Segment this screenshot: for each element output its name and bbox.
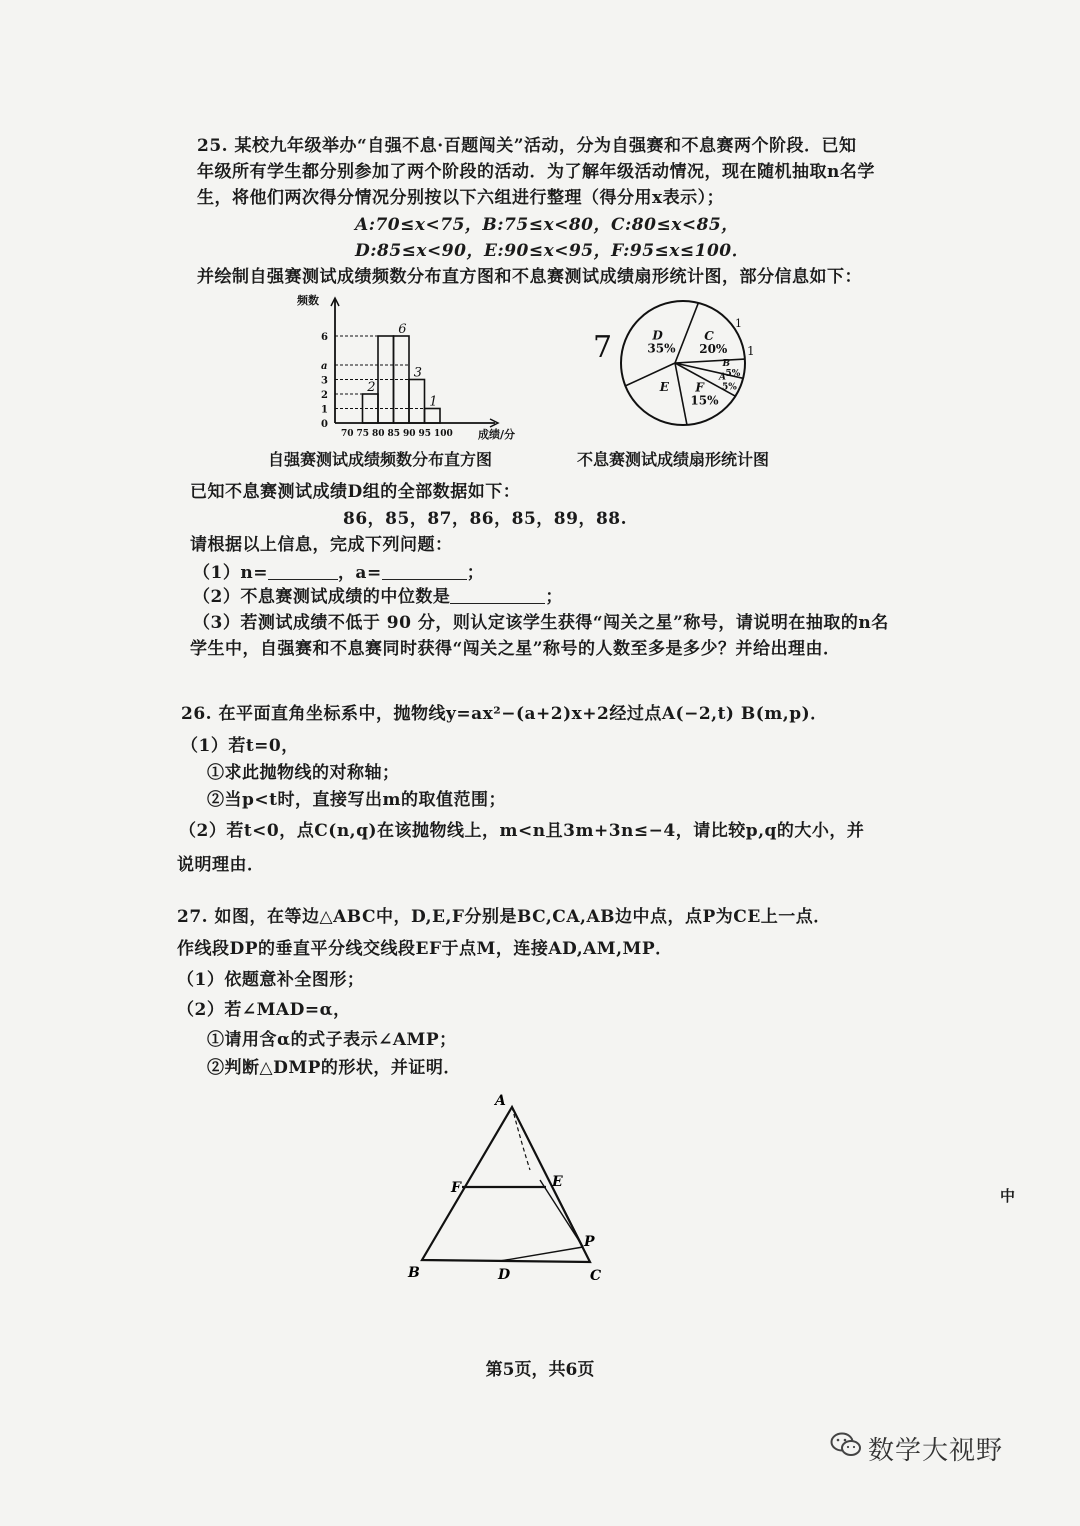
x-tick-75: 75: [356, 429, 370, 439]
q25-groups-2: D:85≤x<90，E:90≤x<95，F:95≤x≤100．: [355, 241, 750, 261]
q27-part2-i: ①请用含α的式子表示∠AMP；: [207, 1030, 457, 1050]
segment-dp: [500, 1247, 583, 1261]
q26-part1-ii: ②当p<t时，直接写出m的取值范围；: [207, 790, 506, 810]
x-tick-70: 70: [341, 429, 354, 439]
q25-intro: 并绘制自强赛测试成绩频数分布直方图和不息赛测试成绩扇形统计图，部分信息如下：: [197, 267, 862, 287]
y-tick-2: 2: [321, 390, 328, 401]
q25-d-data: 86，85，87，86，85，89，88.: [343, 509, 628, 529]
q25-line-3: 生，将他们两次得分情况分别按以下六组进行整理（得分用x表示）；: [197, 188, 725, 208]
pie-value-D: 35%: [647, 341, 676, 356]
label-p: P: [584, 1234, 595, 1250]
triangle-figure: [400, 1085, 620, 1285]
annotation-1a: 1: [735, 317, 742, 330]
histogram-chart: [295, 292, 535, 442]
pie-value-B: 5%: [725, 369, 741, 380]
q25-d-intro: 已知不息赛测试成绩D组的全部数据如下：: [190, 482, 521, 502]
annotation-7: 7: [593, 330, 613, 365]
watermark-text: 数学大视野: [868, 1436, 1004, 1466]
pie-label-D: D: [652, 328, 663, 343]
x-axis-label: 成绩/分: [478, 428, 516, 441]
pie-value-F: 15%: [690, 393, 719, 408]
wechat-icon: [830, 1431, 862, 1459]
q25-groups-1: A:70≤x<75，B:75≤x<80，C:80≤x<85，: [355, 215, 739, 235]
q25-line-1: 25. 某校九年级举办“自强不息·百题闯关”活动，分为自强赛和不息赛两个阶段．已知: [197, 136, 857, 156]
bar-E: [409, 380, 425, 424]
annotation-1b: 1: [747, 344, 755, 358]
label-a: A: [495, 1093, 506, 1109]
y-tick-a: a: [321, 361, 328, 372]
bar-label-E: 3: [413, 365, 423, 381]
label-e: E: [552, 1174, 563, 1190]
bar-F: [425, 409, 441, 424]
x-tick-80: 80: [372, 429, 385, 439]
answer-blank-a[interactable]: [382, 563, 467, 580]
segment-ep: [540, 1180, 583, 1247]
q25-p1-a-label: ，a=: [337, 563, 382, 583]
x-tick-95: 95: [418, 429, 432, 439]
answer-blank-n[interactable]: [268, 563, 338, 580]
answer-blank-median[interactable]: [450, 587, 545, 604]
page-footer: 第5页，共6页: [485, 1360, 595, 1380]
pie-divider-B: [675, 359, 745, 363]
q25-ask: 请根据以上信息，完成下列问题：: [190, 535, 453, 555]
q27-part1: （1）依题意补全图形；: [177, 970, 365, 990]
q25-part3-2: 学生中，自强赛和不息赛同时获得“闯关之星”称号的人数至多是多少？并给出理由．: [190, 639, 841, 659]
pie-chart: [585, 295, 775, 445]
y-tick-0: 0: [321, 419, 328, 430]
histogram-caption: 自强赛测试成绩频数分布直方图: [268, 450, 493, 469]
y-axis-label: 频数: [297, 294, 319, 307]
label-d: D: [498, 1267, 511, 1283]
triangle-abc: [422, 1107, 590, 1262]
bar-label-B: 2: [367, 380, 376, 395]
x-tick-100: 100: [434, 429, 453, 439]
y-tick-3: 3: [321, 375, 328, 387]
bar-label-D: 6: [398, 322, 407, 337]
x-tick-90: 90: [403, 429, 416, 439]
q25-p1-label: （1）n=: [193, 563, 268, 583]
bar-label-F: 1: [429, 394, 438, 410]
x-tick-85: 85: [387, 429, 401, 439]
q27-part2-ii: ②判断△DMP的形状，并证明．: [207, 1058, 461, 1078]
q27-part2: （2）若∠MAD=α，: [177, 1000, 351, 1020]
q25-p1-end: ；: [466, 563, 485, 583]
y-tick-1: 1: [321, 404, 328, 416]
pie-label-A: A: [718, 372, 726, 383]
label-b: B: [408, 1265, 420, 1281]
y-tick-6: 6: [321, 332, 328, 343]
pie-divider-C: [675, 303, 698, 363]
q26-part2-1: （2）若t<0，点C(n,q)在该抛物线上，m<n且3m+3n≤−4，请比较p,q的大小，并: [179, 821, 865, 841]
pie-divider-E: [675, 363, 687, 425]
pie-label-E: E: [659, 379, 669, 394]
label-f: F: [451, 1180, 461, 1196]
q25-part2: [193, 582, 563, 607]
q27-stem-1: 27. 如图，在等边△ABC中，D,E,F分别是BC,CA,AB边中点，点P为CE上一点．: [177, 907, 831, 927]
side-mark: 中: [1000, 1187, 1016, 1205]
pie-label-C: C: [704, 329, 714, 344]
q26-part1: （1）若t=0，: [181, 736, 299, 756]
q25-part3-1: （3）若测试成绩不低于 90 分，则认定该学生获得“闯关之星”称号，请说明在抽取的n名: [193, 613, 889, 633]
pie-label-F: F: [695, 380, 704, 395]
q25-p2-end: ；: [545, 587, 563, 607]
pie-value-C: 20%: [699, 342, 728, 357]
pie-label-B: B: [722, 359, 731, 370]
q27-stem-2: 作线段DP的垂直平分线交线段EF于点M，连接AD,AM,MP．: [177, 939, 673, 959]
q25-line-2: 年级所有学生都分别参加了两个阶段的活动．为了解年级活动情况，现在随机抽取n名学: [197, 162, 875, 182]
q25-p2-label: （2）不息赛测试成绩的中位数是: [193, 587, 451, 607]
q26-part1-i: ①求此抛物线的对称轴；: [207, 763, 400, 783]
pie-caption: 不息赛测试成绩扇形统计图: [577, 450, 770, 469]
pie-value-A: 5%: [721, 382, 737, 393]
q26-stem: 26. 在平面直角坐标系中，抛物线y=ax²−(a+2)x+2经过点A(−2,t) B(m,p)．: [181, 704, 828, 724]
label-c: C: [590, 1268, 602, 1284]
segment-ap: [512, 1107, 583, 1247]
q26-part2-2: 说明理由．: [177, 855, 265, 875]
q25-part1: [193, 558, 484, 583]
